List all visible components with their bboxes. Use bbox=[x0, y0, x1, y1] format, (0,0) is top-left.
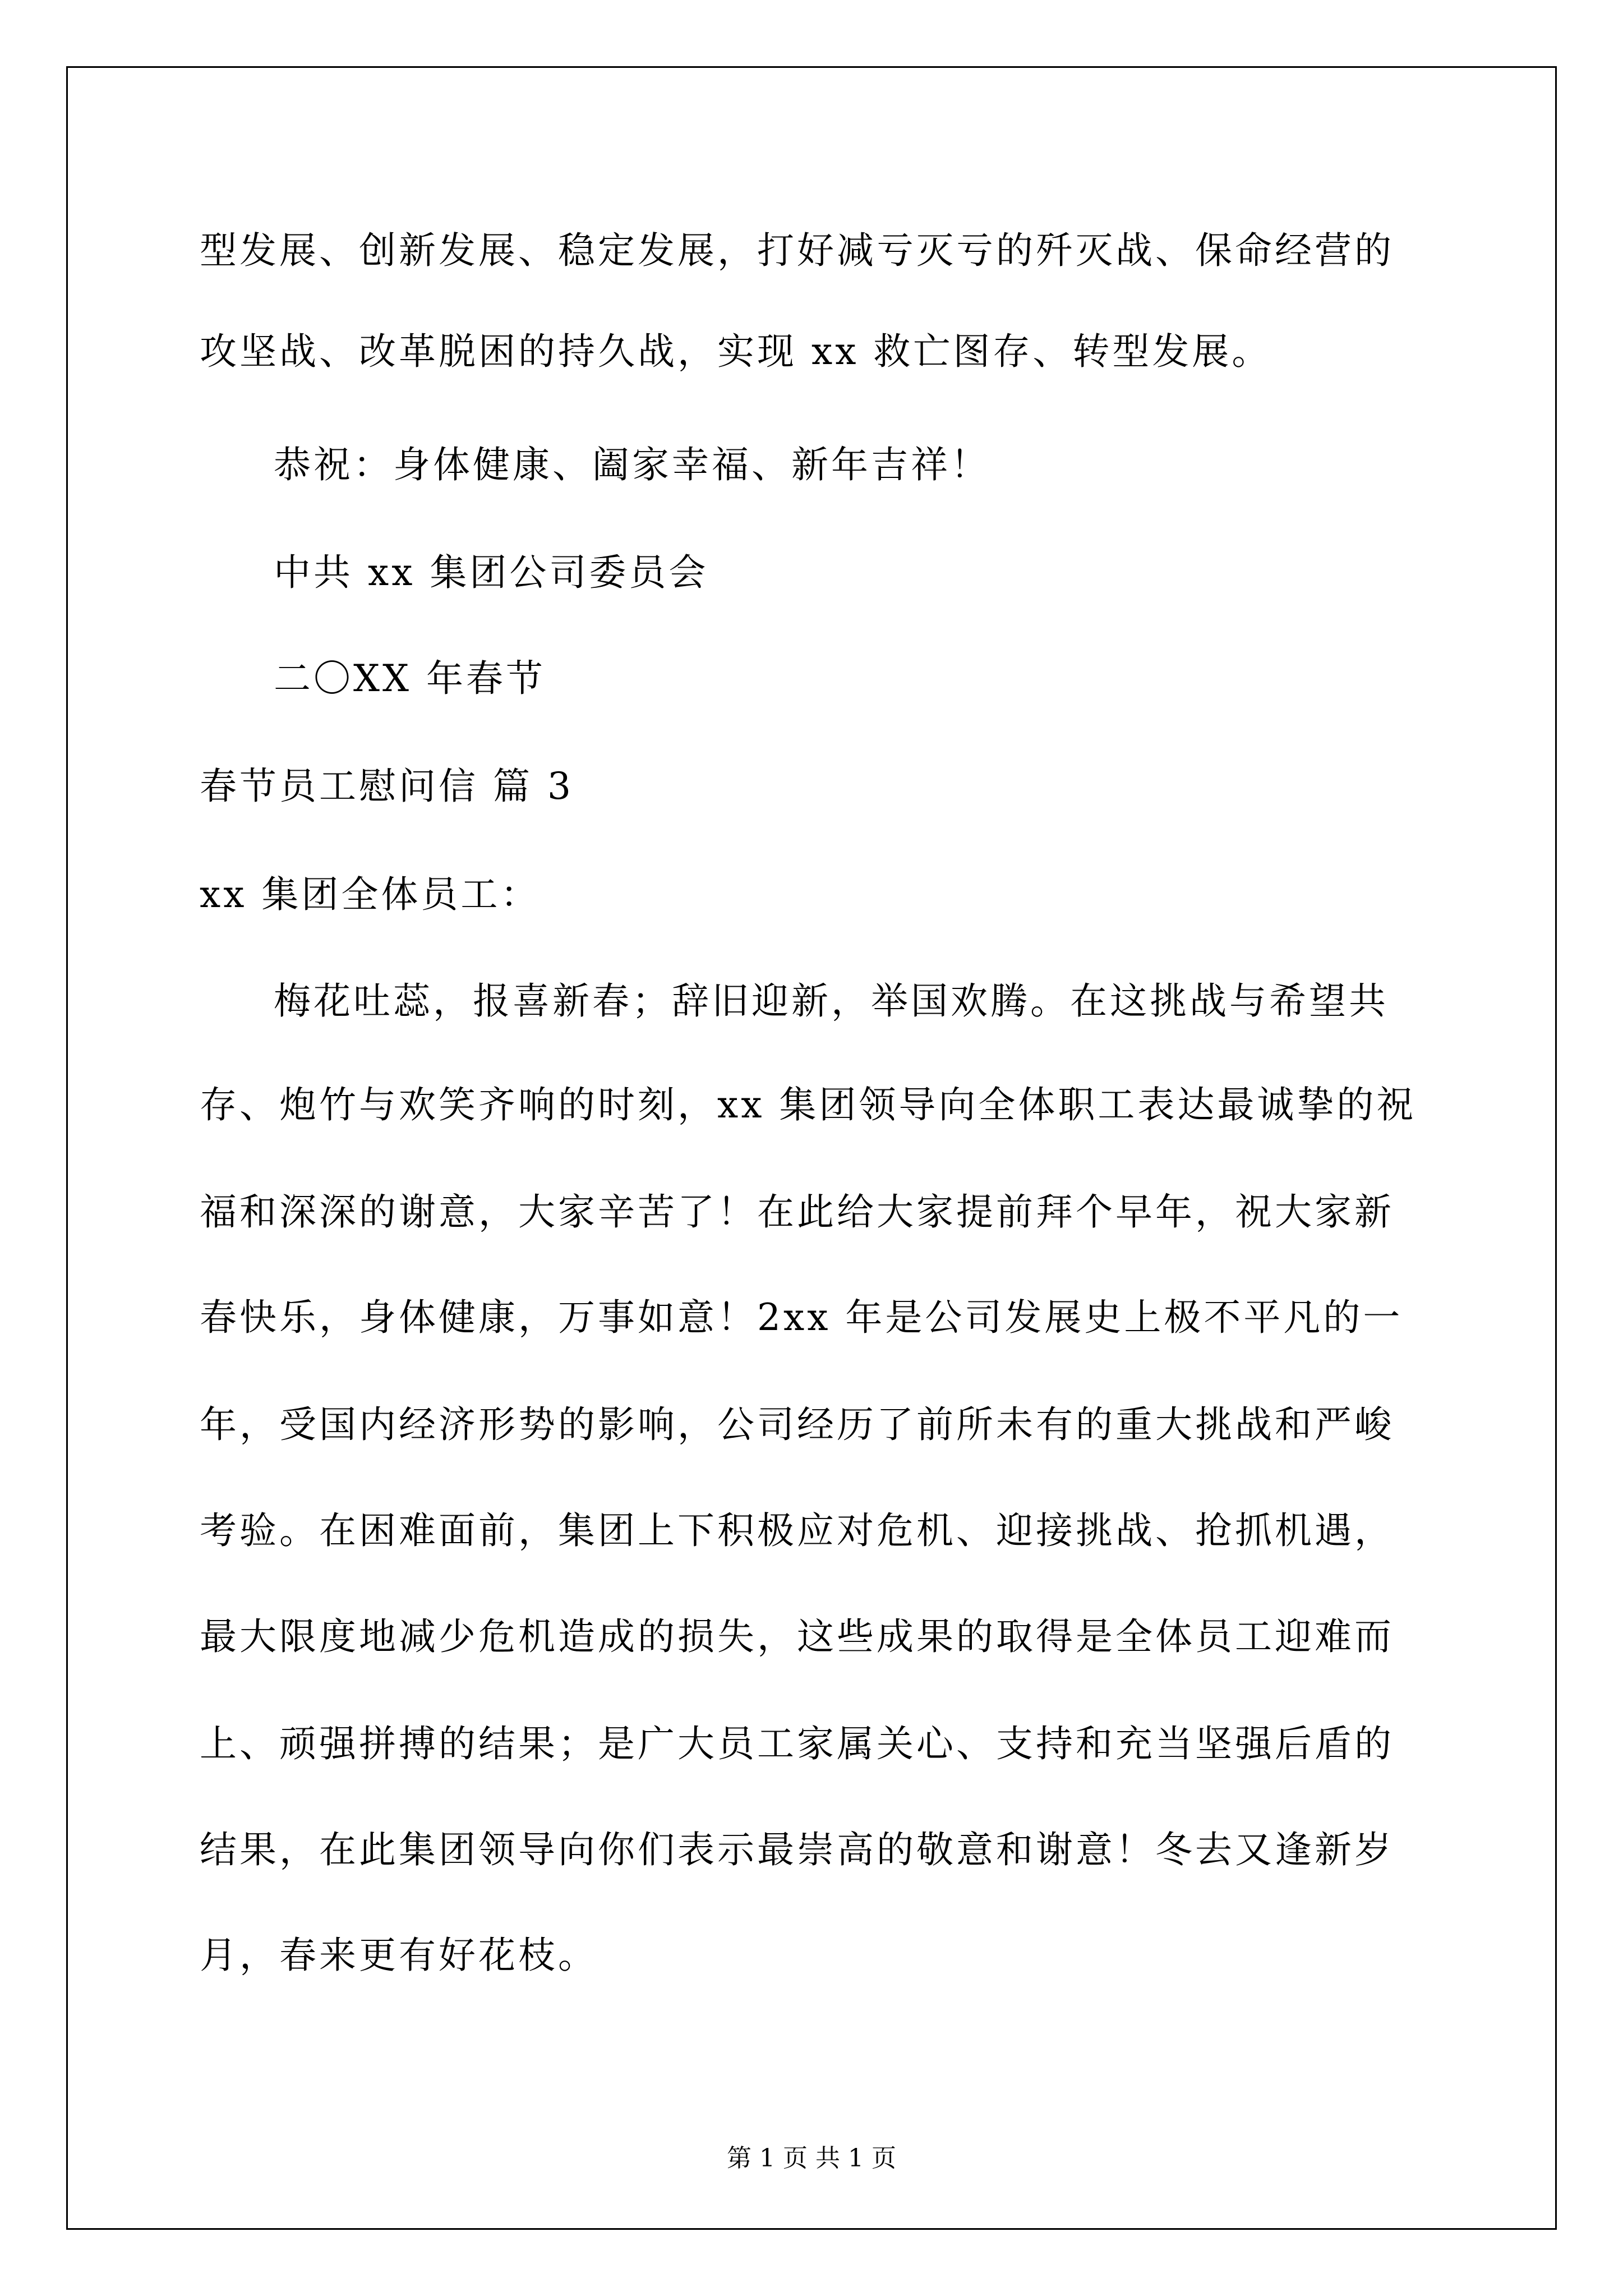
paragraph-line: 年，受国内经济形势的影响，公司经历了前所未有的重大挑战和严峻 bbox=[200, 1403, 1394, 1446]
salutation: xx 集团全体员工： bbox=[200, 873, 541, 916]
paragraph-line: 型发展、创新发展、稳定发展，打好减亏灭亏的歼灭战、保命经营的 bbox=[200, 229, 1394, 272]
page-footer: 第 1 页 共 1 页 bbox=[727, 2144, 896, 2173]
paragraph-line: 福和深深的谢意，大家辛苦了！在此给大家提前拜个早年，祝大家新 bbox=[200, 1190, 1394, 1234]
greeting-line: 恭祝：身体健康、阖家幸福、新年吉祥！ bbox=[274, 443, 990, 486]
paragraph-line: 梅花吐蕊，报喜新春；辞旧迎新，举国欢腾。在这挑战与希望共 bbox=[274, 979, 1389, 1023]
signature-organization: 中共 xx 集团公司委员会 bbox=[274, 551, 709, 594]
paragraph-line: 结果，在此集团领导向你们表示最崇高的敬意和谢意！冬去又逢新岁 bbox=[200, 1828, 1394, 1871]
paragraph-line: 春快乐，身体健康，万事如意！2xx 年是公司发展史上极不平凡的一 bbox=[200, 1296, 1403, 1339]
paragraph-line: 存、炮竹与欢笑齐响的时刻，xx 集团领导向全体职工表达最诚挚的祝 bbox=[200, 1083, 1417, 1126]
paragraph-line: 月，春来更有好花枝。 bbox=[200, 1934, 598, 1977]
section-title: 春节员工慰问信 篇 3 bbox=[200, 765, 574, 808]
paragraph-line: 上、顽强拼搏的结果；是广大员工家属关心、支持和充当坚强后盾的 bbox=[200, 1722, 1394, 1765]
page-border bbox=[66, 66, 1557, 2230]
paragraph-line: 考验。在困难面前，集团上下积极应对危机、迎接挑战、抢抓机遇， bbox=[200, 1509, 1394, 1552]
paragraph-line: 攻坚战、改革脱困的持久战，实现 xx 救亡图存、转型发展。 bbox=[200, 330, 1272, 373]
signature-date: 二〇XX 年春节 bbox=[274, 657, 546, 700]
paragraph-line: 最大限度地减少危机造成的损失，这些成果的取得是全体员工迎难而 bbox=[200, 1615, 1394, 1658]
